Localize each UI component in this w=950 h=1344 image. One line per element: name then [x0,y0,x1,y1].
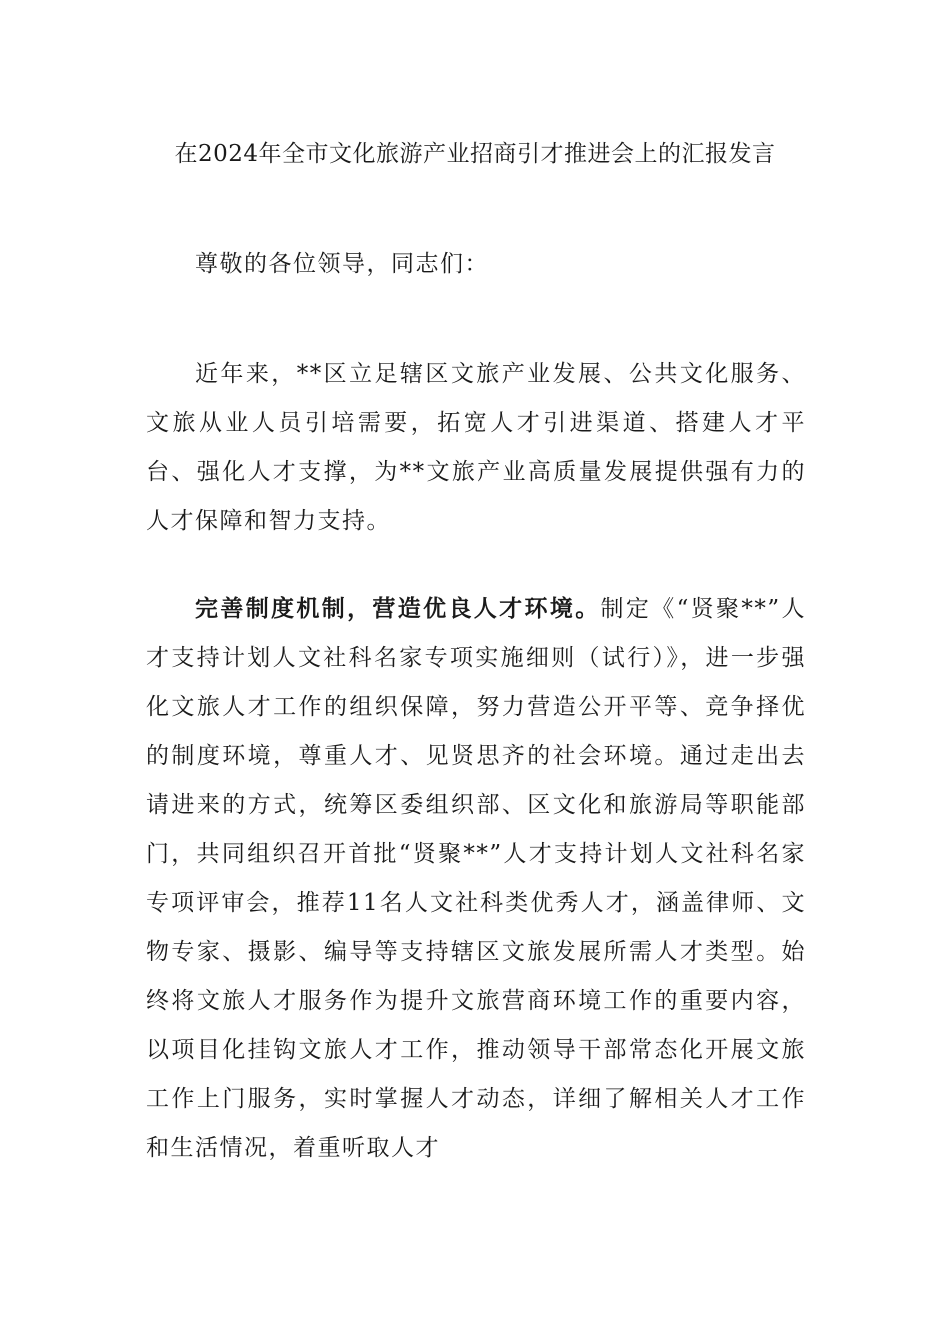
paragraph-heading: 完善制度机制，营造优良人才环境。 [195,595,601,622]
paragraph-institution-text: 制定《“贤聚**”人才支持计划人文社科名家专项实施细则（试行）》，进一步强化文旅人才工作的组织保障，努力营造公开平等、竞争择优的制度环境，尊重人才、见贤思齐的社会环境。通过走出去请进来的方式，统筹区委组织部、区文化和旅游局等职能部门，共同组织召开首批“贤聚**”人才支持计划人文社科名家专项评审会，推荐11名人文社科类优秀人才，涵盖律师、文物专家、摄影、编导等支持辖区文旅发展所需人才类型。始终将文旅人才服务作为提升文旅营商环境工作的重要内容，以项目化挂钩文旅人才工作，推动领导干部常态化开展文旅工作上门服务，实时掌握人才动态，详细了解相关人才工作和生活情况，着重听取人才 [146,596,806,1161]
paragraph-intro-text: 近年来，**区立足辖区文旅产业发展、公共文化服务、文旅从业人员引培需要，拓宽人才引进渠道、搭建人才平台、强化人才支撑，为**文旅产业高质量发展提供强有力的人才保障和智力支持。 [146,361,806,534]
paragraph-institution [146,584,806,1173]
paragraph-intro [146,350,806,546]
document-title: 在2024年全市文化旅游产业招商引才推进会上的汇报发言 [174,141,776,167]
salutation: 尊敬的各位领导，同志们： [195,251,489,277]
